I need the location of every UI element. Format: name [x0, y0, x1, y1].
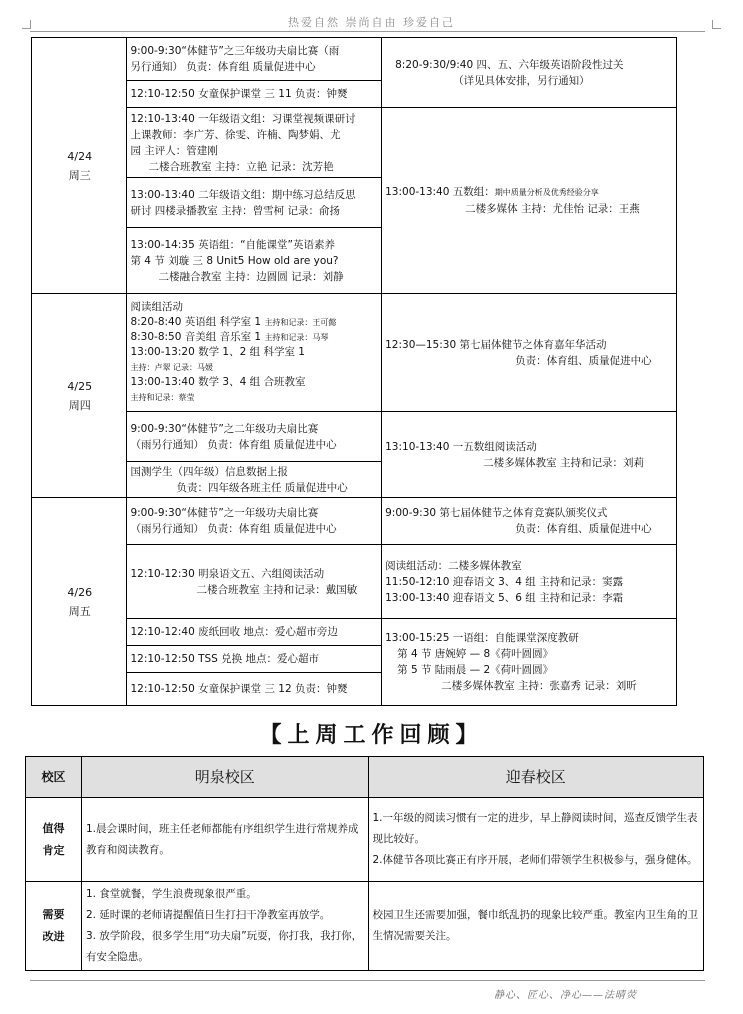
footer-motto: 静心、匠心、净心——法晴荧	[494, 990, 637, 1001]
event-line: 8:20-8:40 英语组 科学室 1	[130, 316, 262, 328]
event-line: 上课教师：李广芳、徐雯、许楠、陶梦娟、尤	[130, 128, 341, 141]
event-line: 负责：体育组、质量促进中心	[515, 354, 652, 367]
event-line: （详见具体安排，另行通知）	[453, 74, 590, 87]
event-line: 负责：四年级各班主任 质量促进中心	[176, 481, 348, 494]
event-cell	[127, 545, 382, 619]
event-line: 二楼多媒体教室 主持和记录：刘莉	[483, 456, 644, 469]
event-line: 二楼多媒体教室 主持：张嘉秀 记录：刘昕	[441, 680, 637, 692]
event-line: 二楼合班教室 主持和记录：戴国敏	[196, 583, 358, 596]
event-cell	[127, 619, 382, 646]
event-line: 13:00-13:40 数学 3、4 组 合班教室	[130, 376, 306, 388]
review-header-yingchun: 迎春校区	[368, 757, 704, 798]
event-line: 8:20-9:30/9:40 四、五、六年级英语阶段性过关	[395, 58, 624, 71]
event-cell	[382, 108, 677, 294]
event-line: 二楼融合教室 主持：边圆圆 记录：刘静	[158, 270, 344, 283]
event-line: 二楼多媒体 主持：尤佳怡 记录：王燕	[465, 203, 640, 215]
event-line: 第 5 节 陆雨晨 — 2《荷叶圆圆》	[397, 664, 554, 676]
event-cell	[127, 108, 382, 178]
event-line: 9:00-9:30 第七届体健节之体育竞赛队颁奖仪式	[385, 507, 608, 519]
label-line: 改进	[42, 930, 65, 943]
label-line: 肯定	[42, 843, 65, 857]
event-line: 13:00-15:25 一语组：自能课堂深度教研	[385, 632, 579, 644]
event-line: 8:30-8:50 音美组 音乐室 1	[130, 331, 262, 343]
event-cell	[127, 462, 382, 498]
event-line: 12:10-13:40 一年级语文组：习课堂视频课研讨	[130, 112, 356, 125]
event-line: 负责：体育组、质量促进中心	[515, 523, 652, 535]
review-table	[25, 756, 704, 971]
review-header-campus: 校区	[26, 757, 82, 798]
review-label-improve	[26, 882, 82, 971]
schedule-table	[31, 37, 677, 706]
review-text: 1.一年级的阅读习惯有一定的进步，早上静阅读时间，巡查反馈学生表现比较好。	[372, 812, 698, 845]
event-cell	[127, 498, 382, 545]
review-text: 3. 放学阶段，很多学生用“功夫扇”玩耍，你打我，我打你，有安全隐患。	[85, 930, 363, 963]
event-line: 阅读组活动	[130, 301, 183, 313]
weekday-label: 周五	[68, 604, 91, 618]
date-cell-0426	[32, 498, 127, 706]
event-cell	[127, 178, 382, 228]
event-note: 主持和记录：马琴	[264, 333, 329, 342]
event-line: （雨另行通知） 负责：体育组 质量促进中心	[130, 523, 337, 535]
date-cell-0425	[32, 294, 127, 498]
review-cell	[81, 798, 368, 882]
event-line: 第 4 节 刘璇 三 8 Unit5 How old are you?	[130, 254, 339, 267]
date-label: 4/26	[67, 585, 93, 599]
event-line: 国测学生（四年级）信息数据上报	[130, 465, 288, 478]
event-line: 12:10-12:30 明泉语文五、六组阅读活动	[130, 567, 325, 580]
event-cell	[127, 38, 382, 81]
event-line: 13:00-13:20 数学 1、2 组 科学室 1	[130, 346, 305, 358]
weekday-label: 周三	[68, 168, 91, 182]
review-text: 2.体健节各项比赛正有序开展，老师们带领学生积极参与，强身健体。	[372, 854, 698, 866]
event-line: 13:00-14:35 英语组：“自能课堂”英语素养	[130, 238, 335, 251]
event-line: 另行通知） 负责：体育组 质量促进中心	[130, 61, 316, 73]
header-motto: 热爱自然 崇尚自由 珍爱自己	[288, 16, 455, 29]
review-text: 1.晨会课时间，班主任老师都能有序组织学生进行常规养成教育和阅读教育。	[85, 822, 359, 856]
review-text: 校园卫生还需要加强，餐巾纸乱扔的现象比较严重。教室内卫生角的卫生情况需要关注。	[372, 909, 698, 942]
event-line: （雨另行通知） 负责：体育组 质量促进中心	[130, 438, 337, 451]
event-line: 第 4 节 唐婉婷 — 8《荷叶圆圆》	[397, 648, 554, 660]
event-cell	[382, 619, 677, 706]
review-cell	[81, 882, 368, 971]
event-line: 13:10-13:40 一五数组阅读活动	[385, 440, 537, 453]
event-line: 研讨 四楼录播教室 主持：曾雪柯 记录：俞扬	[130, 204, 340, 217]
event-note: 期中质量分析及优秀经验分享	[494, 188, 599, 197]
header-rule	[30, 31, 705, 32]
review-text: 2. 延时课的老师请提醒值日生打扫干净教室再放学。	[85, 909, 331, 921]
event-cell	[382, 498, 677, 545]
event-line: 11:50-12:10 迎春语文 3、4 组 主持和记录：窦露	[385, 575, 624, 588]
event-line: 12:10-12:50 女童保护课堂 三 12 负责：钟燹	[130, 683, 348, 695]
weekday-label: 周四	[68, 398, 91, 412]
event-cell	[127, 412, 382, 462]
event-cell	[382, 294, 677, 412]
review-title: 【上周工作回顾】	[259, 723, 484, 748]
event-note: 主持和记录：王可懿	[264, 318, 337, 327]
event-cell	[127, 294, 382, 412]
label-line: 需要	[42, 908, 65, 921]
event-line: 二楼合班教室 主持：立艳 记录：沈芳艳	[148, 160, 334, 173]
review-cell	[368, 882, 704, 971]
review-label-positive	[26, 798, 82, 882]
event-cell	[127, 228, 382, 294]
event-cell	[382, 545, 677, 619]
event-cell	[127, 646, 382, 673]
event-line: 12:10-12:50 TSS 兑换 地点：爱心超市	[130, 653, 320, 665]
event-line: 阅读组活动：二楼多媒体教室	[385, 559, 522, 572]
event-line: 13:00-13:40 五数组：	[385, 186, 495, 198]
event-cell	[382, 38, 677, 108]
date-label: 4/25	[67, 379, 93, 393]
event-cell	[127, 673, 382, 706]
event-line: 9:00-9:30“体健节”之二年级功夫扇比赛	[130, 422, 319, 435]
review-header-mingquan: 明泉校区	[81, 757, 368, 798]
event-line: 12:30—15:30 第七届体健节之体育嘉年华活动	[385, 338, 607, 351]
event-line: 13:00-13:40 二年级语文组：期中练习总结反思	[130, 188, 356, 201]
date-cell-0424	[32, 38, 127, 294]
event-note: 主持和记录：蔡莹	[130, 393, 195, 402]
label-line: 值得	[42, 821, 65, 835]
date-label: 4/24	[67, 149, 93, 163]
event-line: 园 主评人：管建刚	[130, 144, 218, 157]
event-line: 13:00-13:40 迎春语文 5、6 组 主持和记录：李霜	[385, 591, 624, 604]
review-cell	[368, 798, 704, 882]
event-line: 12:10-12:40 废纸回收 地点：爱心超市旁边	[130, 626, 338, 638]
event-line: 9:00-9:30“体健节”之一年级功夫扇比赛	[130, 507, 319, 519]
event-cell	[127, 81, 382, 108]
event-note: 主持：卢翠 记录：马媛	[130, 363, 213, 372]
event-cell	[382, 412, 677, 498]
footer-rule	[30, 980, 705, 981]
event-line: 9:00-9:30“体健节”之三年级功夫扇比赛（雨	[130, 45, 340, 57]
review-text: 1. 食堂就餐，学生浪费现象很严重。	[85, 888, 257, 900]
event-line: 12:10-12:50 女童保护课堂 三 11 负责：钟燹	[130, 88, 348, 100]
